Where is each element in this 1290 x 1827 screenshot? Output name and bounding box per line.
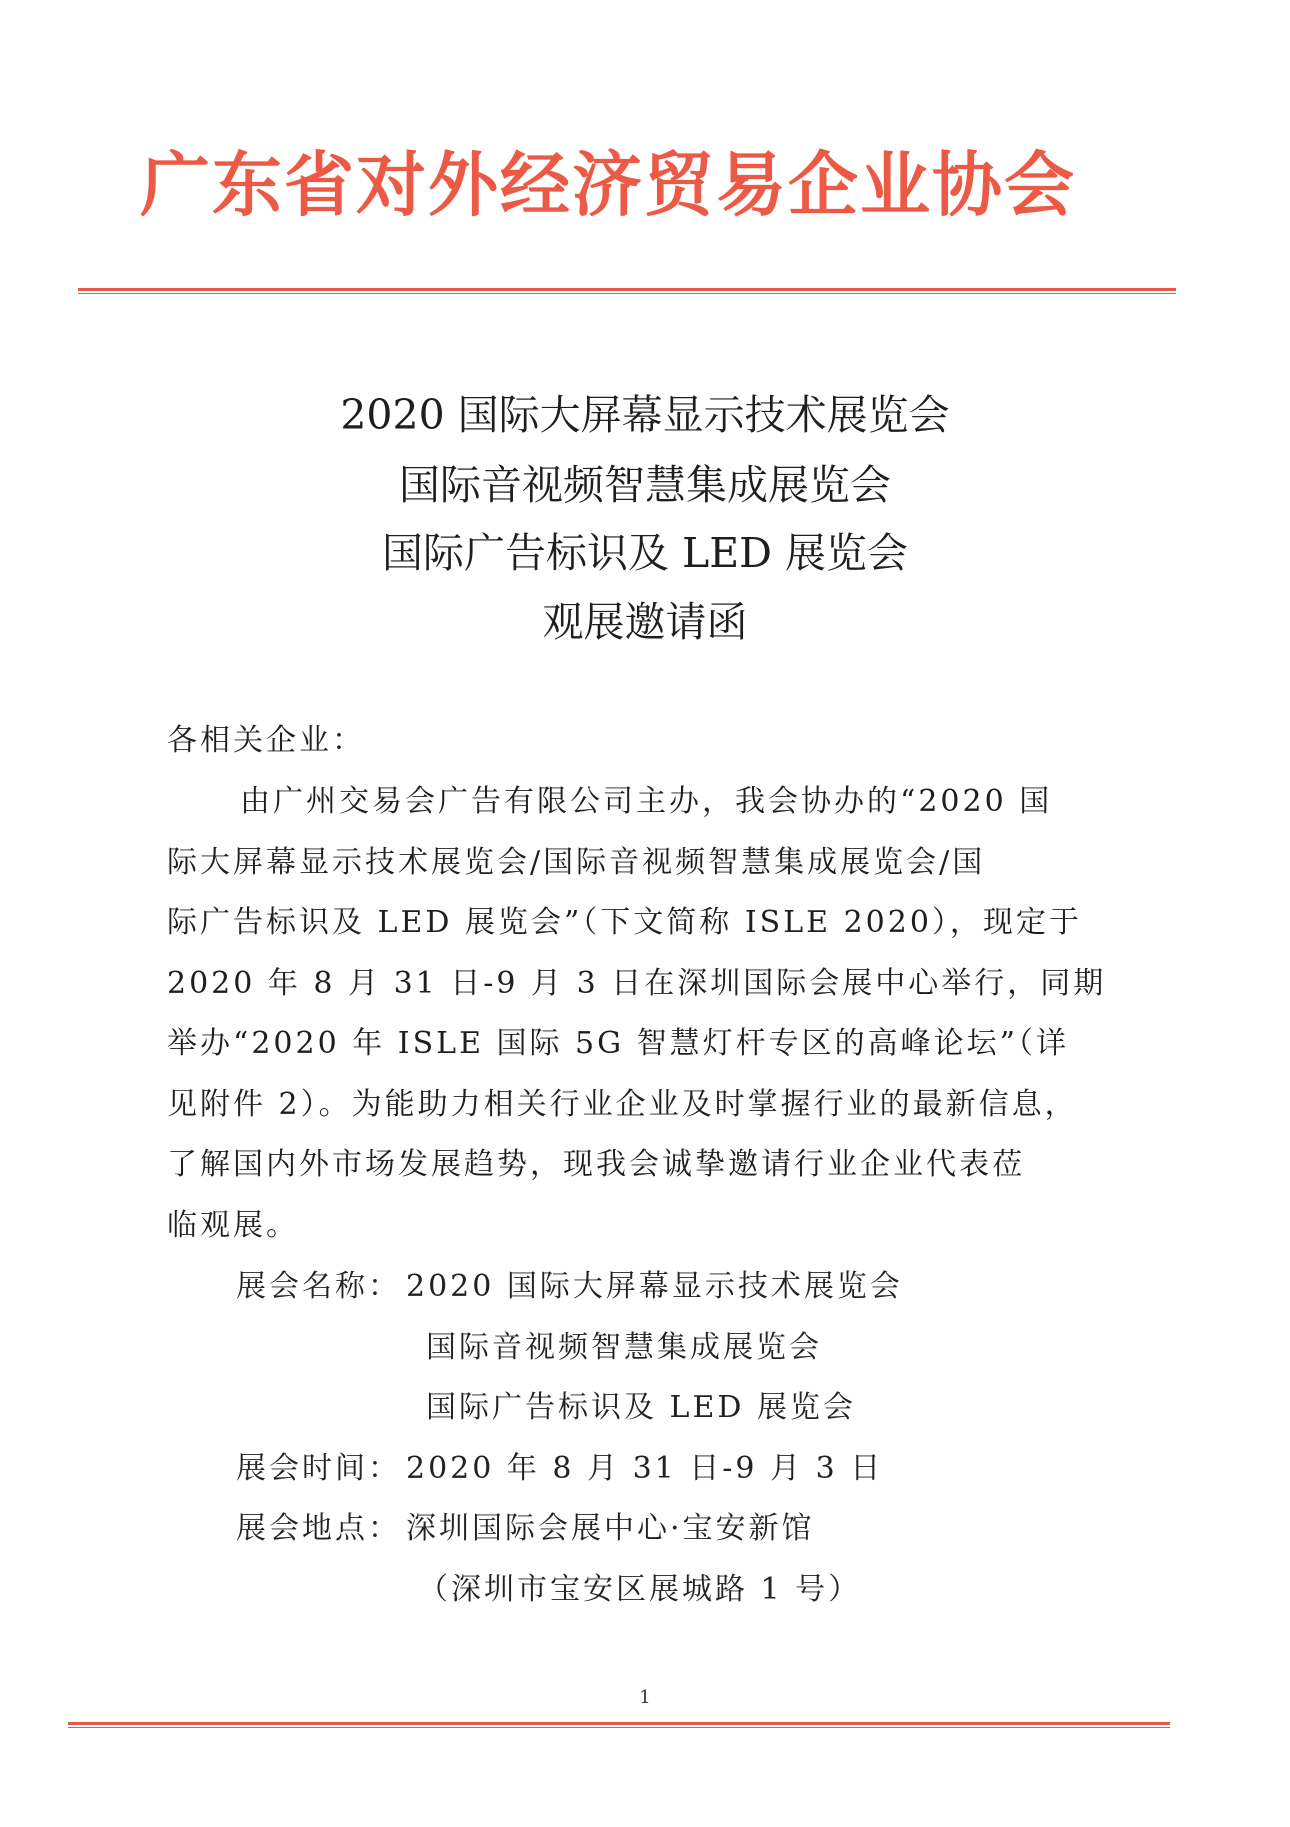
header-divider [78,288,1176,294]
body-line: 临观展。 [167,1208,299,1243]
footer-divider [68,1722,1170,1728]
body-line: 了解国内外市场发展趋势，现我会诚挚邀请行业企业代表莅 [167,1147,1025,1182]
exhibition-place-value: 深圳国际会展中心·宝安新馆 [406,1511,815,1546]
doc-title-line-1: 2020 国际大屏幕显示技术展览会 [340,391,950,439]
doc-title-line-2: 国际音视频智慧集成展览会 [399,461,891,509]
doc-title-line-3: 国际广告标识及 LED 展览会 [381,529,909,577]
doc-title-line-4: 观展邀请函 [542,598,748,646]
organization-header: 广东省对外经济贸易企业协会 [140,143,1076,226]
exhibition-name-value: 国际音视频智慧集成展览会 [426,1330,822,1365]
salutation: 各相关企业： [167,723,365,758]
exhibition-name-value: 2020 国际大屏幕显示技术展览会 [406,1269,903,1304]
exhibition-time-label: 展会时间： [236,1451,401,1486]
body-line: 2020 年 8 月 31 日-9 月 3 日在深圳国际会展中心举行，同期 [167,966,1107,1001]
exhibition-name-value: 国际广告标识及 LED 展览会 [426,1390,856,1425]
page-number: 1 [639,1687,651,1708]
body-line: 由广州交易会广告有限公司主办，我会协办的“2020 国 [240,784,1053,819]
exhibition-time-value: 2020 年 8 月 31 日-9 月 3 日 [406,1451,884,1486]
exhibition-address: （深圳市宝安区展城路 1 号） [418,1572,862,1607]
body-line: 际广告标识及 LED 展览会”（下文简称 ISLE 2020），现定于 [167,905,1082,940]
body-line: 举办“2020 年 ISLE 国际 5G 智慧灯杆专区的高峰论坛”（详 [167,1026,1069,1061]
body-line: 际大屏幕显示技术展览会/国际音视频智慧集成展览会/国 [167,845,986,880]
exhibition-place-label: 展会地点： [236,1511,401,1546]
exhibition-name-label: 展会名称： [236,1269,401,1304]
body-line: 见附件 2）。为能助力相关行业企业及时掌握行业的最新信息， [167,1087,1078,1122]
